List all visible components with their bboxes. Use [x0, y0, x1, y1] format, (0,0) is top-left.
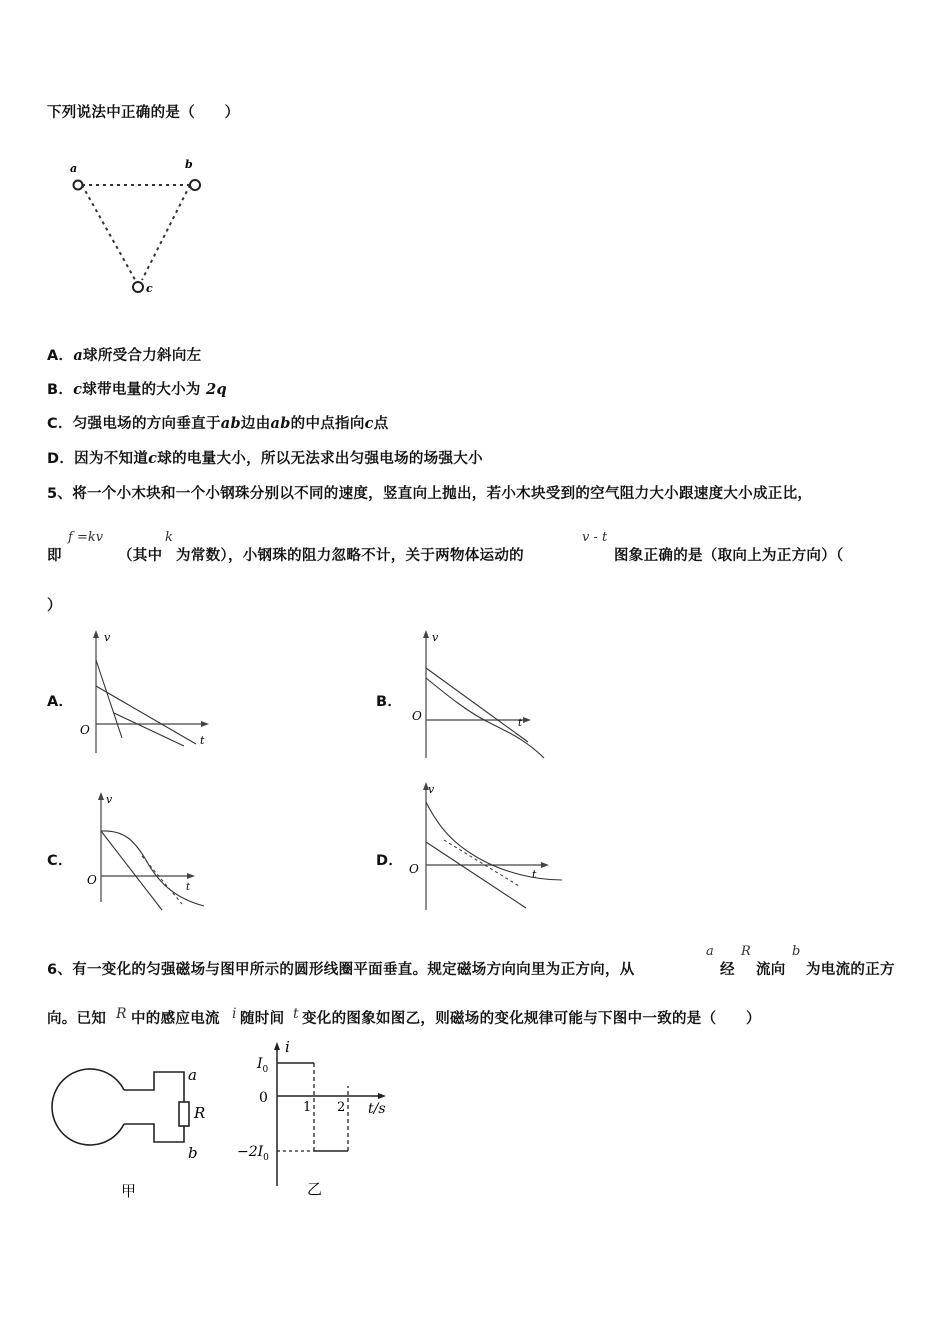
formula-f-kv: f =kv: [68, 530, 104, 545]
q6-line2-post: 变化的图象如图乙，则磁场的变化规律可能与下图中一致的是（ ）: [302, 1011, 761, 1027]
label-b: b: [185, 158, 193, 171]
vt-graph-a[interactable]: [78, 628, 218, 758]
axis-i: i: [285, 1038, 290, 1056]
ball-c: [133, 282, 143, 292]
line-steel: [426, 842, 526, 908]
q4-option-d[interactable]: D．因为不知道c球的电量大小，所以无法求出匀强电场的场强大小: [47, 450, 483, 467]
axis-t: t: [532, 868, 537, 881]
q6-line1-mid2: 流向: [756, 962, 786, 978]
triangle-charges-figure: [60, 150, 220, 300]
q4-option-a[interactable]: A．a球所受合力斜向左: [47, 347, 202, 364]
q5-line2-pre: 即: [47, 548, 62, 564]
q6-line1-mid1: 经: [720, 962, 735, 978]
label-zero: 0: [259, 1090, 268, 1106]
axis-t: t: [518, 718, 523, 729]
vt-graph-d[interactable]: [404, 780, 574, 915]
vt-graph-b[interactable]: [408, 628, 558, 763]
axis-t: t/s: [368, 1101, 386, 1117]
sym-R2: R: [116, 1006, 127, 1022]
q6-line1-post: 为电流的正方: [806, 962, 895, 978]
q4-option-b[interactable]: B．c球带电量的大小为 2q: [47, 381, 227, 398]
coil-circuit-figure: [44, 1062, 224, 1207]
label-R: R: [194, 1104, 206, 1122]
caption-yi: 乙: [307, 1180, 323, 1198]
curve-wood: [426, 678, 544, 758]
q6-line2-mid2: 随时间: [240, 1011, 285, 1027]
axis-t: t: [186, 882, 191, 893]
label-b: b: [188, 1144, 198, 1162]
axis-v: v: [106, 793, 113, 806]
formula-v-t: v - t: [582, 530, 608, 545]
label-I0: $I_0$: [257, 1056, 269, 1075]
q6-line2-mid1: 中的感应电流: [131, 1011, 220, 1027]
q5-line1: 5、将一个小木块和一个小钢珠分别以不同的速度，竖直向上抛出，若小木块受到的空气阻力大小跟速度大小成正比，: [47, 486, 813, 502]
q5-line2-mid1: （其中: [118, 548, 163, 564]
origin: O: [80, 723, 90, 737]
q5-option-b-label[interactable]: B．: [376, 694, 403, 710]
q4-stem: 下列说法中正确的是（ ）: [47, 105, 240, 121]
q6-line2-pre: 向。已知: [47, 1011, 107, 1027]
line-steel: [96, 686, 196, 744]
sym-t: t: [293, 1006, 299, 1022]
q5-option-d-label[interactable]: D．: [376, 853, 404, 869]
label-a: a: [188, 1066, 197, 1084]
axis-v: v: [428, 783, 435, 796]
origin: O: [409, 862, 419, 876]
label-neg-2I0: $-2I_0$: [237, 1144, 269, 1163]
label-c: c: [146, 282, 153, 295]
q5-option-a-label[interactable]: A．: [47, 694, 74, 710]
vt-graph-c[interactable]: [84, 790, 214, 915]
q5-option-c-label[interactable]: C．: [47, 853, 73, 869]
current-time-graph: [232, 1036, 402, 1206]
origin: O: [87, 873, 97, 887]
q5-line3: ）: [47, 598, 62, 614]
ball-a: [74, 181, 83, 190]
sym-a: a: [706, 944, 714, 959]
resistor: [179, 1102, 189, 1126]
tick-2: 2: [337, 1100, 346, 1115]
sym-R: R: [741, 944, 751, 959]
sym-b: b: [792, 944, 801, 959]
q6-line1-pre: 6、有一变化的匀强磁场与图甲所示的圆形线圈平面垂直。规定磁场方向向里为正方向，从: [47, 962, 635, 978]
curve-wood: [101, 831, 204, 906]
q5-line2-post: 图象正确的是（取向上为正方向）（: [614, 548, 844, 564]
sym-i: i: [232, 1006, 237, 1022]
caption-jia: 甲: [121, 1182, 137, 1200]
formula-k: k: [165, 530, 173, 545]
ball-b: [190, 180, 200, 190]
axis-v: v: [104, 631, 111, 644]
label-a: a: [70, 162, 78, 175]
axis-v: v: [432, 631, 439, 644]
q5-line2-mid2: 为常数），小钢珠的阻力忽略不计，关于两物体运动的: [176, 548, 524, 564]
axis-t: t: [200, 734, 205, 747]
q4-option-c[interactable]: C．匀强电场的方向垂直于ab边由ab的中点指向c点: [47, 415, 389, 432]
tick-1: 1: [303, 1100, 312, 1115]
origin: O: [412, 709, 422, 723]
line-steel: [426, 668, 528, 742]
